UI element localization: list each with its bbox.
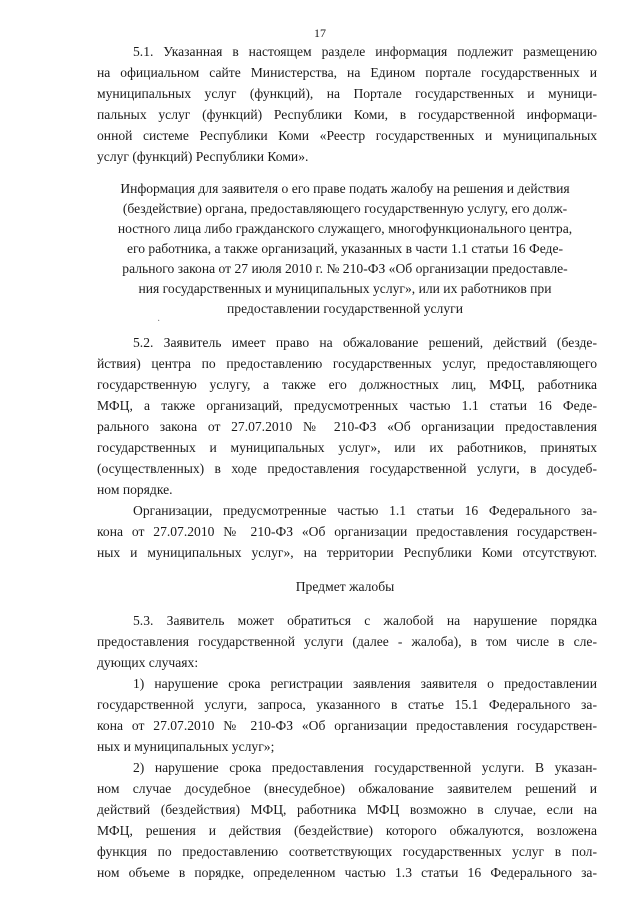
- text-line: государственных и муниципальных услуг», или их работников, принятых: [97, 440, 597, 455]
- text-line: пальных услуг (функций) Республики Коми, в государственной информаци-: [97, 107, 597, 122]
- text-line: ном порядке.: [97, 482, 173, 497]
- scan-speck: ·: [157, 316, 161, 327]
- heading-line: Предмет жалобы: [295, 579, 395, 594]
- text-line: 5.1. Указанная в настоящем разделе информация подлежит размещению: [133, 44, 597, 59]
- text-line: МФЦ, решения и действия (бездействие) которого обжалуются, возложена: [97, 823, 597, 838]
- heading-line: предоставлении государственной услуги: [227, 301, 463, 316]
- heading-line: ния государственных и муниципальных услуг», или их работников при: [138, 281, 552, 296]
- text-line: функция по предоставлению соответствующих государственных услуг в пол-: [97, 844, 597, 859]
- text-line: рального закона от 27.07.2010 № 210-ФЗ «Об организации предоставления: [97, 419, 597, 434]
- text-line: ных и муниципальных услуг»;: [97, 739, 275, 754]
- text-line: государственную услугу, а также его должностных лиц, МФЦ, работника: [97, 377, 597, 392]
- text-line: предоставления государственной услуги (далее - жалоба), в том числе в сле-: [97, 634, 597, 649]
- text-line: на официальном сайте Министерства, на Едином портале государственных и: [97, 65, 597, 80]
- text-line: государственной услуги, запроса, указанного в статье 15.1 Федерального за-: [97, 697, 597, 712]
- text-line: муниципальных услуг (функций), на Портале государственных и муници-: [97, 86, 597, 101]
- text-line: 1) нарушение срока регистрации заявления заявителя о предоставлении: [133, 676, 597, 691]
- text-line: йствия) центра по предоставлению государственных услуг, предоставляющего: [97, 356, 597, 371]
- text-line: онной системе Республики Коми «Реестр государственных и муниципальных: [97, 128, 597, 143]
- text-line: МФЦ, а также организаций, предусмотренных частью 1.1 статьи 16 Феде-: [97, 398, 597, 413]
- text-line: кона от 27.07.2010 № 210-ФЗ «Об организации предоставления государствен-: [97, 524, 597, 539]
- text-line: ных и муниципальных услуг», на территории Республики Коми отсутствуют.: [97, 545, 597, 560]
- text-line: дующих случаях:: [97, 655, 199, 670]
- text-line: (осуществленных) в ходе предоставления государственной услуги, в досудеб-: [97, 461, 597, 476]
- heading-line: ностного лица либо гражданского служащего, многофункционального центра,: [117, 221, 573, 236]
- text-line: Организации, предусмотренные частью 1.1 статьи 16 Федерального за-: [133, 503, 597, 518]
- text-line: 5.3. Заявитель может обратиться с жалобой на нарушение порядка: [133, 613, 597, 628]
- text-line: ном объеме в порядке, определенном частью 1.3 статьи 16 Федерального за-: [97, 865, 597, 880]
- heading-line: Информация для заявителя о его праве подать жалобу на решения и действия: [120, 181, 570, 196]
- heading-line: его работника, а также организаций, указанных в части 1.1 статьи 16 Феде-: [126, 241, 564, 256]
- text-line: услуг (функций) Республики Коми».: [97, 149, 309, 164]
- text-line: кона от 27.07.2010 № 210-ФЗ «Об организации предоставления государствен-: [97, 718, 597, 733]
- text-line: действий (бездействия) МФЦ, работника МФЦ возможно в случае, если на: [97, 802, 597, 817]
- heading-line: рального закона от 27 июля 2010 г. № 210-ФЗ «Об организации предоставле-: [122, 261, 568, 276]
- text-line: ном случае досудебное (внесудебное) обжалование заявителем решений и: [97, 781, 597, 796]
- text-line: 5.2. Заявитель имеет право на обжалование решений, действий (безде-: [133, 335, 597, 350]
- page-number: 17: [314, 26, 326, 40]
- heading-line: (бездействие) органа, предоставляющего государственную услугу, его долж-: [122, 201, 568, 216]
- text-line: 2) нарушение срока предоставления государственной услуги. В указан-: [133, 760, 597, 775]
